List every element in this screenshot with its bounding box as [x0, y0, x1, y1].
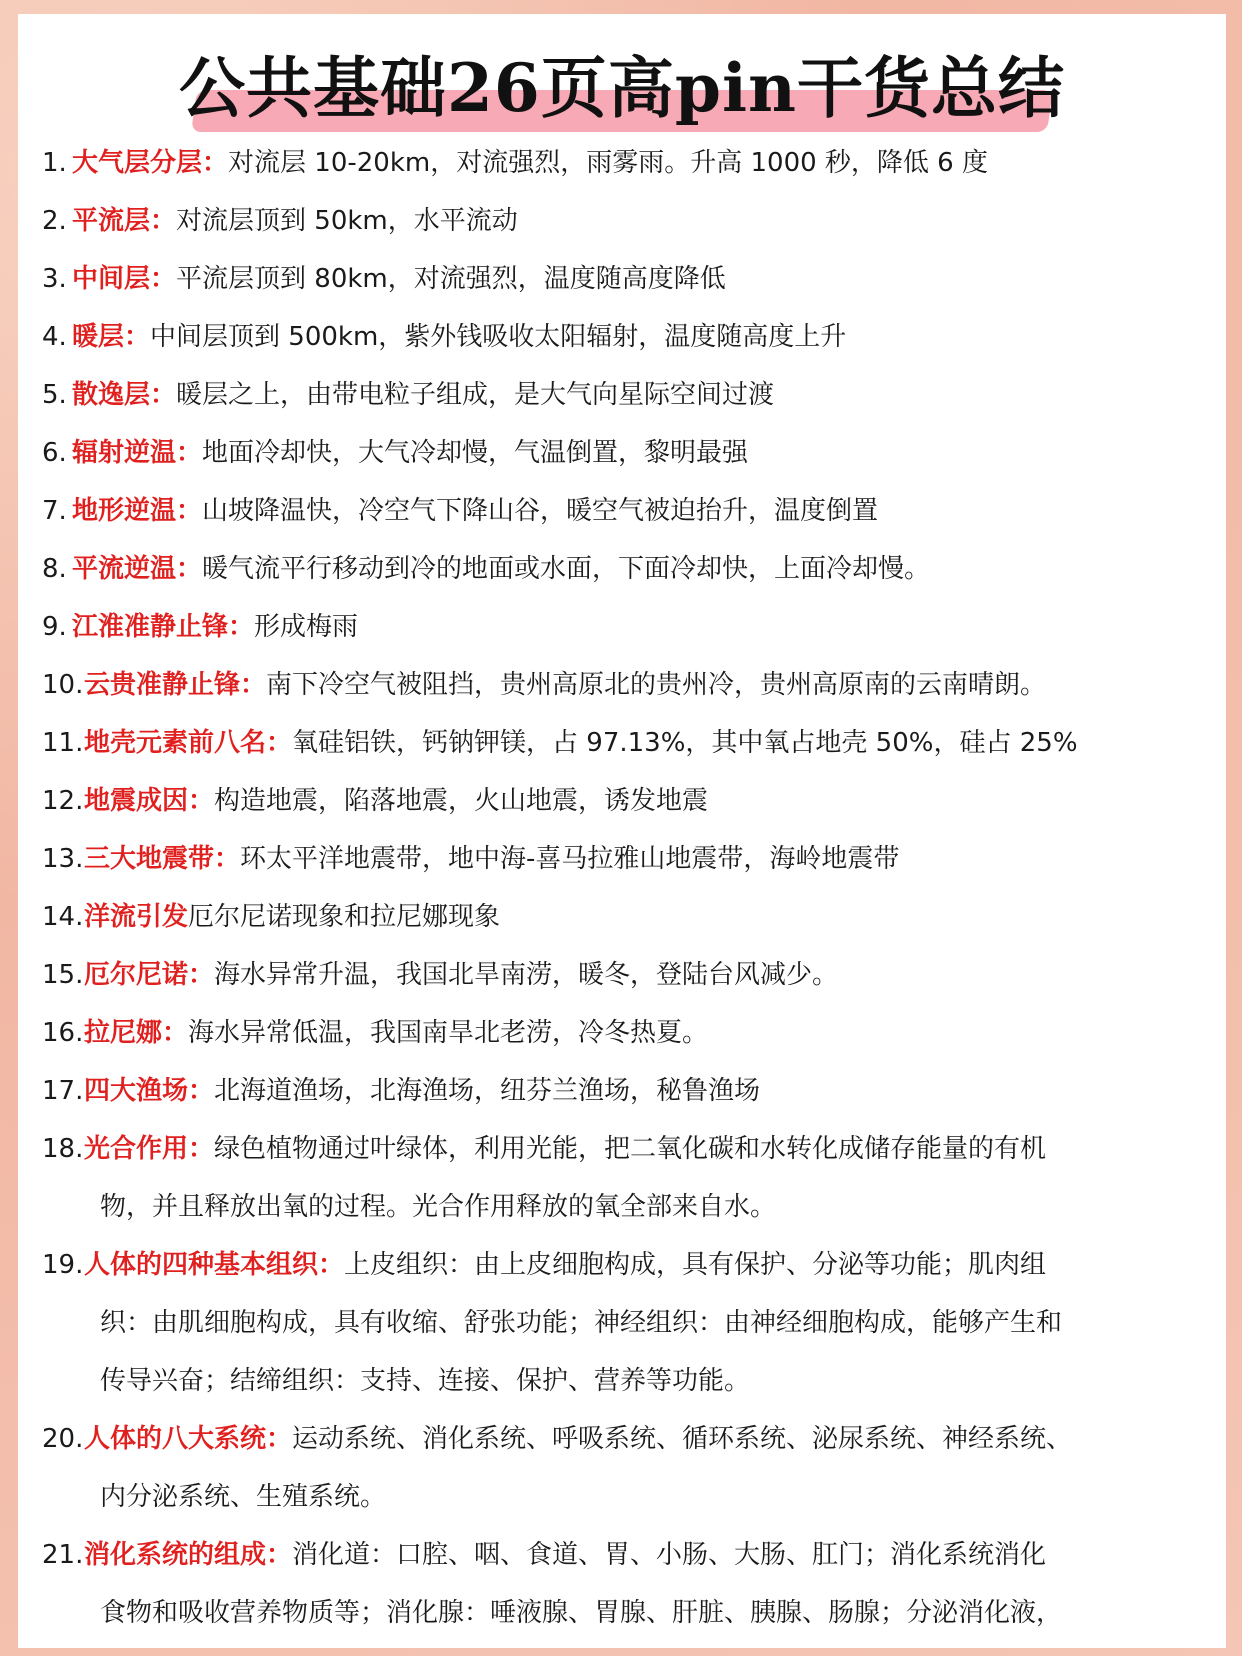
item-keyword: 光合作用：	[84, 1134, 215, 1164]
item-text: 内分泌系统、生殖系统。	[100, 1482, 387, 1512]
item-keyword: 平流层：	[72, 206, 177, 236]
item-text: 山坡降温快，冷空气下降山谷，暖空气被迫抬升，温度倒置	[202, 496, 879, 526]
item-keyword: 暖层：	[72, 322, 151, 352]
item-first-line	[18, 424, 1226, 482]
item-keyword: 云贵准静止锋：	[84, 670, 267, 700]
item-first-line	[18, 1526, 1226, 1584]
item-continuation-line	[18, 1468, 1226, 1526]
list-item	[18, 1410, 1226, 1526]
item-number: 5.	[42, 380, 67, 410]
list-item	[18, 250, 1226, 308]
item-number: 11.	[42, 728, 84, 758]
list-item	[18, 1236, 1226, 1410]
item-number: 13.	[42, 844, 84, 874]
item-text: 绿色植物通过叶绿体，利用光能，把二氧化碳和水转化成储存能量的有机	[214, 1134, 1047, 1164]
item-keyword: 地壳元素前八名：	[84, 728, 293, 758]
item-number: 17.	[42, 1076, 84, 1106]
item-number: 18.	[42, 1134, 84, 1164]
item-number: 10.	[42, 670, 84, 700]
item-first-line	[18, 134, 1226, 192]
item-number: 12.	[42, 786, 84, 816]
item-first-line	[18, 714, 1226, 772]
item-number: 1.	[42, 148, 67, 178]
item-number: 15.	[42, 960, 84, 990]
list-item	[18, 1526, 1226, 1642]
item-text: 形成梅雨	[254, 612, 359, 642]
item-keyword: 中间层：	[72, 264, 177, 294]
item-first-line	[18, 656, 1226, 714]
item-text: 平流层顶到 80km，对流强烈，温度随高度降低	[176, 264, 726, 294]
item-text: 厄尔尼诺现象和拉尼娜现象	[188, 902, 501, 932]
item-first-line	[18, 540, 1226, 598]
item-first-line	[18, 482, 1226, 540]
item-continuation-line	[18, 1178, 1226, 1236]
item-number: 4.	[42, 322, 67, 352]
list-item	[18, 192, 1226, 250]
item-first-line	[18, 830, 1226, 888]
item-continuation-line	[18, 1352, 1226, 1410]
item-keyword: 人体的八大系统：	[84, 1424, 293, 1454]
item-text: 环太平洋地震带，地中海-喜马拉雅山地震带，海岭地震带	[240, 844, 900, 874]
item-text: 海水异常低温，我国南旱北老涝，冷冬热夏。	[188, 1018, 709, 1048]
list-item	[18, 134, 1226, 192]
list-item	[18, 308, 1226, 366]
item-number: 21.	[42, 1540, 84, 1570]
item-number: 3.	[42, 264, 67, 294]
item-first-line	[18, 308, 1226, 366]
list-item	[18, 656, 1226, 714]
item-text: 上皮组织：由上皮细胞构成，具有保护、分泌等功能；肌肉组	[344, 1250, 1047, 1280]
item-text: 物，并且释放出氧的过程。光合作用释放的氧全部来自水。	[100, 1192, 777, 1222]
list-item	[18, 1120, 1226, 1236]
list-item	[18, 946, 1226, 1004]
document-page	[18, 14, 1226, 1648]
item-text: 氧硅铝铁，钙钠钾镁，占 97.13%，其中氧占地壳 50%，硅占 25%	[292, 728, 1078, 758]
item-text: 构造地震，陷落地震，火山地震，诱发地震	[214, 786, 709, 816]
item-first-line	[18, 1236, 1226, 1294]
item-keyword: 消化系统的组成：	[84, 1540, 293, 1570]
item-keyword: 拉尼娜：	[84, 1018, 189, 1048]
list-item	[18, 1004, 1226, 1062]
item-continuation-line	[18, 1584, 1226, 1642]
item-text: 织：由肌细胞构成，具有收缩、舒张功能；神经组织：由神经细胞构成，能够产生和	[100, 1308, 1063, 1338]
item-keyword: 洋流引发	[84, 902, 189, 932]
item-text: 地面冷却快，大气冷却慢，气温倒置，黎明最强	[202, 438, 749, 468]
item-number: 2.	[42, 206, 67, 236]
item-keyword: 人体的四种基本组织：	[84, 1250, 345, 1280]
item-keyword: 地形逆温：	[72, 496, 203, 526]
item-keyword: 平流逆温：	[72, 554, 203, 584]
list-item	[18, 482, 1226, 540]
item-text: 中间层顶到 500km，紫外钱吸收太阳辐射，温度随高度上升	[150, 322, 847, 352]
item-first-line	[18, 250, 1226, 308]
item-text: 传导兴奋；结缔组织：支持、连接、保护、营养等功能。	[100, 1366, 751, 1396]
item-first-line	[18, 888, 1226, 946]
item-number: 6.	[42, 438, 67, 468]
list-item	[18, 598, 1226, 656]
list-item	[18, 1062, 1226, 1120]
item-keyword: 江淮准静止锋：	[72, 612, 255, 642]
list-item	[18, 366, 1226, 424]
item-keyword: 四大渔场：	[84, 1076, 215, 1106]
list-item	[18, 830, 1226, 888]
item-first-line	[18, 598, 1226, 656]
item-first-line	[18, 1004, 1226, 1062]
item-first-line	[18, 1410, 1226, 1468]
item-text: 食物和吸收营养物质等；消化腺：唾液腺、胃腺、肝脏、胰腺、肠腺；分泌消化液，	[100, 1598, 1063, 1628]
item-keyword: 地震成因：	[84, 786, 215, 816]
item-text: 暖层之上，由带电粒子组成，是大气向星际空间过渡	[176, 380, 775, 410]
list-item	[18, 424, 1226, 482]
item-keyword: 散逸层：	[72, 380, 177, 410]
page-title: 公共基础26页高pin干货总结	[178, 49, 1066, 127]
list-item	[18, 772, 1226, 830]
item-first-line	[18, 1062, 1226, 1120]
item-number: 9.	[42, 612, 67, 642]
item-number: 19.	[42, 1250, 84, 1280]
item-text: 对流层顶到 50km，水平流动	[176, 206, 518, 236]
item-text: 对流层 10-20km，对流强烈，雨雾雨。升高 1000 秒，降低 6 度	[228, 148, 988, 178]
notes-list	[18, 134, 1226, 1642]
list-item	[18, 714, 1226, 772]
list-item	[18, 540, 1226, 598]
item-keyword: 辐射逆温：	[72, 438, 203, 468]
item-text: 北海道渔场，北海渔场，纽芬兰渔场，秘鲁渔场	[214, 1076, 761, 1106]
item-number: 16.	[42, 1018, 84, 1048]
list-item	[18, 888, 1226, 946]
item-text: 南下冷空气被阻挡，贵州高原北的贵州冷，贵州高原南的云南晴朗。	[266, 670, 1047, 700]
item-first-line	[18, 772, 1226, 830]
item-first-line	[18, 192, 1226, 250]
item-keyword: 大气层分层：	[72, 148, 229, 178]
item-first-line	[18, 366, 1226, 424]
item-text: 消化道：口腔、咽、食道、胃、小肠、大肠、肛门；消化系统消化	[292, 1540, 1047, 1570]
title-area	[18, 38, 1226, 138]
item-keyword: 厄尔尼诺：	[84, 960, 215, 990]
item-text: 运动系统、消化系统、呼吸系统、循环系统、泌尿系统、神经系统、	[292, 1424, 1073, 1454]
item-first-line	[18, 1120, 1226, 1178]
item-continuation-line	[18, 1294, 1226, 1352]
item-number: 7.	[42, 496, 67, 526]
item-number: 8.	[42, 554, 67, 584]
item-text: 暖气流平行移动到冷的地面或水面，下面冷却快，上面冷却慢。	[202, 554, 931, 584]
item-text: 海水异常升温，我国北旱南涝，暖冬，登陆台风减少。	[214, 960, 839, 990]
item-number: 14.	[42, 902, 84, 932]
item-first-line	[18, 946, 1226, 1004]
item-number: 20.	[42, 1424, 84, 1454]
item-keyword: 三大地震带：	[84, 844, 241, 874]
